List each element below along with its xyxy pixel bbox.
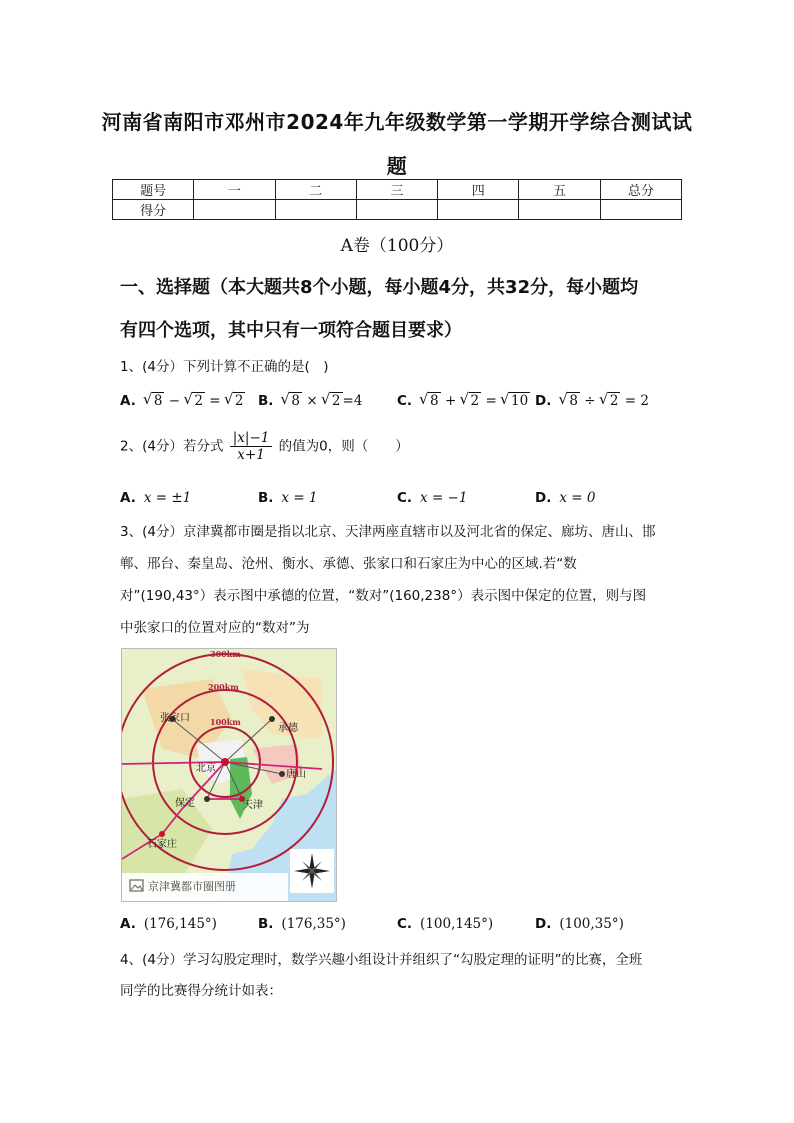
question-1-stem: 1、(4分）下列计算不正确的是( ) — [120, 359, 329, 375]
city-dot-tangshan — [279, 771, 285, 777]
q1-option-b — [258, 392, 362, 409]
sqrt-expr: √ 8 — [152, 392, 165, 409]
question-3-line: 中张家口的位置对应的“数对”为 — [120, 620, 310, 636]
page-title: 河南省南阳市邓州市2024年九年级数学第一学期开学综合测试试 — [101, 110, 693, 134]
option-label: B. — [258, 393, 274, 409]
q2-stem-post: 的值为0，则（ ） — [278, 438, 409, 455]
part1-heading: 一、选择题（本大题共8个小题，每小题4分，共32分，每小题均 — [120, 277, 639, 298]
q2-fraction — [230, 430, 273, 463]
table-header-cell: 题号 — [113, 180, 194, 200]
map-figure — [121, 648, 337, 902]
option-label: C. — [397, 916, 413, 932]
option-label: A. — [120, 916, 136, 932]
table-header-cell: 三 — [356, 180, 437, 200]
option-text: (176,35°) — [281, 916, 346, 932]
score-cell[interactable] — [194, 200, 275, 220]
table-header-cell: 二 — [275, 180, 356, 200]
sqrt-expr: √ 2 — [330, 392, 343, 409]
label-zhangjiakou: 张家口 — [160, 713, 190, 724]
operator: − — [168, 393, 181, 409]
map-caption: 京津冀都市圈图册 — [148, 880, 236, 893]
label-chengde: 承德 — [278, 723, 298, 734]
table-row — [113, 180, 682, 200]
operator: + — [444, 393, 457, 409]
table-header-cell: 四 — [438, 180, 519, 200]
label-beijing: 北京 — [196, 763, 216, 774]
q2-stem-pre: 2、(4分）若分式 — [120, 438, 224, 455]
option-label: D. — [535, 490, 552, 506]
option-label: D. — [535, 916, 552, 932]
q2-option-b — [258, 490, 318, 506]
option-text: x = −1 — [420, 490, 468, 506]
operator: × — [306, 393, 318, 409]
table-header-cell: 一 — [194, 180, 275, 200]
label-baoding: 保定 — [175, 798, 195, 809]
section-a-heading: A卷（100分） — [340, 236, 454, 256]
operator: = — [209, 393, 221, 409]
option-text: (100,145°) — [420, 916, 494, 932]
score-cell[interactable] — [519, 200, 600, 220]
question-4-line: 4、(4分）学习勾股定理时，数学兴趣小组设计并组织了“勾股定理的证明”的比赛，全班 — [120, 952, 643, 968]
sqrt-expr: √ 8 — [567, 392, 580, 409]
part1-heading-continued: 有四个选项，其中只有一项符合题目要求） — [120, 320, 462, 341]
q3-option-d — [535, 916, 624, 932]
sqrt-expr: √ 8 — [289, 392, 302, 409]
q1-option-c — [397, 392, 530, 409]
question-3-line: 对”(190,43°）表示图中承德的位置，“数对”(160,238°）表示图中保定的位置，则与图 — [120, 588, 647, 604]
label-shijiazhuang: 石家庄 — [147, 839, 177, 850]
city-dot-baoding — [204, 796, 210, 802]
option-label: C. — [397, 490, 413, 506]
label-tianjin: 天津 — [243, 800, 263, 811]
option-text: (100,35°) — [559, 916, 624, 932]
ring-label-300: 300km — [210, 649, 241, 659]
q3-option-a — [120, 916, 217, 932]
option-text: (176,145°) — [143, 916, 217, 932]
fraction-denominator: x+1 — [237, 447, 265, 463]
score-cell[interactable] — [438, 200, 519, 220]
table-header-cell: 总分 — [600, 180, 681, 200]
option-text: x = 0 — [559, 490, 596, 506]
q2-option-c — [397, 490, 467, 506]
q3-option-b — [258, 916, 346, 932]
sqrt-expr: √ 10 — [509, 392, 530, 409]
fraction-numerator: |x|−1 — [230, 430, 273, 447]
label-tangshan: 唐山 — [286, 769, 306, 780]
table-header-cell: 五 — [519, 180, 600, 200]
compass-icon — [290, 849, 334, 893]
q1-option-d — [535, 392, 649, 409]
sqrt-expr: √ 2 — [469, 392, 482, 409]
sqrt-expr: √ 8 — [428, 392, 441, 409]
operator: ÷ — [584, 393, 596, 409]
score-table — [112, 179, 682, 220]
question-3-line: 3、(4分）京津冀都市圈是指以北京、天津两座直辖市以及河北省的保定、廊坊、唐山、邯 — [120, 524, 656, 540]
page-title-continued: 题 — [386, 154, 408, 178]
sqrt-expr: √ 2 — [192, 392, 205, 409]
table-row — [113, 200, 682, 220]
ring-label-200: 200km — [208, 682, 239, 692]
option-label: C. — [397, 393, 413, 409]
sqrt-expr: √ 2 — [608, 392, 621, 409]
q2-option-a — [120, 490, 191, 506]
option-label: A. — [120, 490, 136, 506]
map-svg — [122, 649, 336, 901]
q2-option-d — [535, 490, 595, 506]
question-2-stem — [120, 430, 409, 463]
option-text: x = ±1 — [143, 490, 192, 506]
operator: = 2 — [624, 393, 649, 409]
table-row-label: 得分 — [113, 200, 194, 220]
operator: =4 — [342, 393, 363, 409]
city-dot-chengde — [269, 716, 275, 722]
score-cell[interactable] — [275, 200, 356, 220]
option-text: x = 1 — [281, 490, 318, 506]
option-label: D. — [535, 393, 552, 409]
option-label: B. — [258, 490, 274, 506]
q1-option-a — [120, 392, 245, 409]
city-dot-shijiazhuang — [159, 831, 165, 837]
score-cell[interactable] — [356, 200, 437, 220]
ring-label-100: 100km — [210, 717, 241, 727]
question-4-line: 同学的比赛得分统计如表： — [120, 983, 282, 999]
operator: = — [485, 393, 497, 409]
city-dot-beijing — [221, 758, 229, 766]
q3-option-c — [397, 916, 493, 932]
sqrt-expr: √ 2 — [233, 392, 246, 409]
option-label: B. — [258, 916, 274, 932]
option-label: A. — [120, 393, 136, 409]
question-3-line: 郸、邢台、秦皇岛、沧州、衡水、承德、张家口和石家庄为中心的区域.若“数 — [120, 556, 577, 572]
score-cell[interactable] — [600, 200, 681, 220]
